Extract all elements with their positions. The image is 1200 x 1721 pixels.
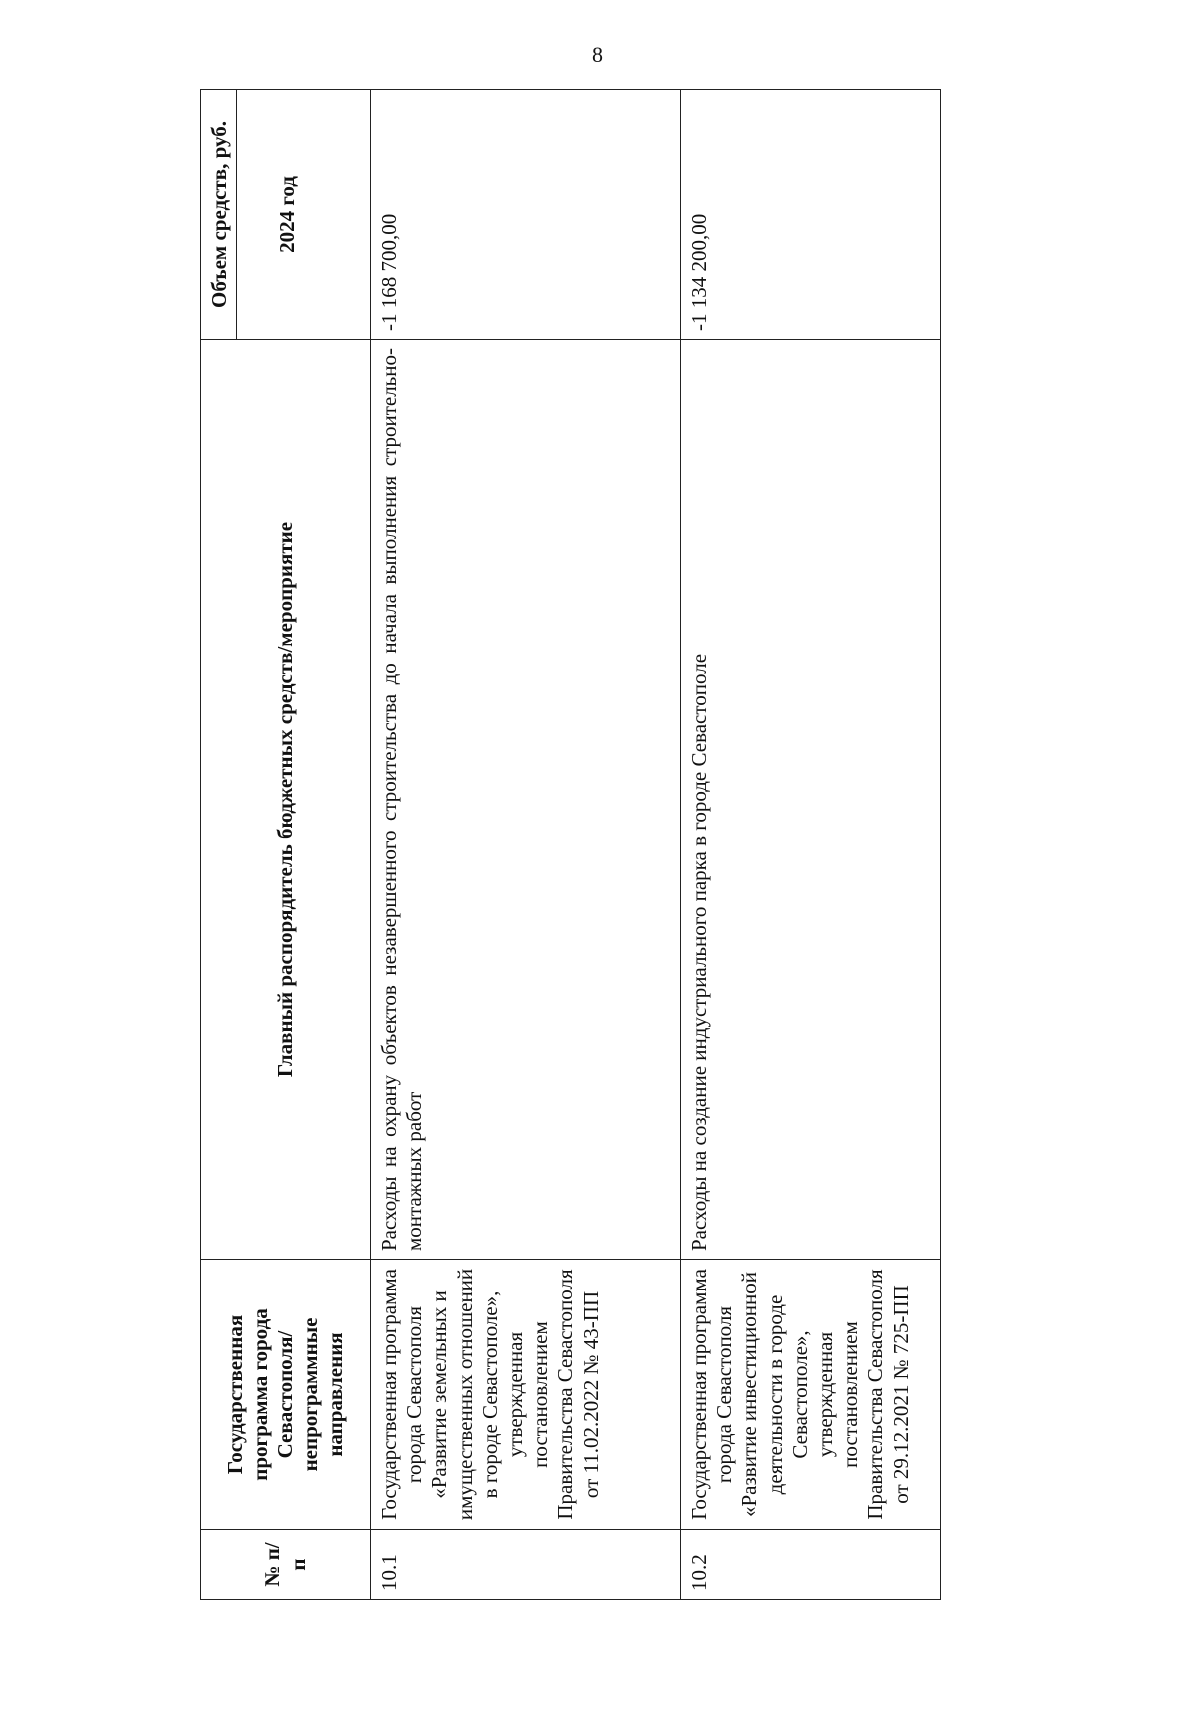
page-number: 8 (592, 42, 603, 67)
row-program: Государственная программа города Севастополя «Развитие инвестиционной деятельности в городе Севастополе», утвержденная постановлением Правительства Севастополя от 29.12.2021 № 725-ПП (681, 1260, 941, 1530)
table-row (371, 90, 681, 1600)
row-number: 10.2 (681, 1530, 941, 1600)
table-row (681, 90, 941, 1600)
header-num: № п/п (201, 1530, 371, 1600)
header-volume (201, 90, 371, 340)
budget-table-rotated (200, 90, 940, 1600)
row-volume: -1 134 200,00 (681, 90, 941, 340)
header-volume-year: 2024 год (275, 176, 300, 253)
header-program: Государственная программа города Севастополя/ непрограммные направления (201, 1260, 371, 1530)
header-main: Главный распорядитель бюджетных средств/мероприятие (201, 340, 371, 1260)
row-program: Государственная программа города Севастополя «Развитие земельных и имущественных отношений в городе Севастополе», утвержденная постановлением Правительства Севастополя от 11.02.2022 № 43-ПП (371, 1260, 681, 1530)
header-volume-title: Объем средств, руб. (201, 90, 237, 339)
row-number: 10.1 (371, 1530, 681, 1600)
budget-table (200, 89, 941, 1600)
row-activity: Расходы на охрану объектов незавершенного строительства до начала выполнения строительно-монтажных работ (371, 340, 681, 1260)
row-activity: Расходы на создание индустриального парка в городе Севастополе (681, 340, 941, 1260)
table-header-row (201, 90, 371, 1600)
row-volume: -1 168 700,00 (371, 90, 681, 340)
